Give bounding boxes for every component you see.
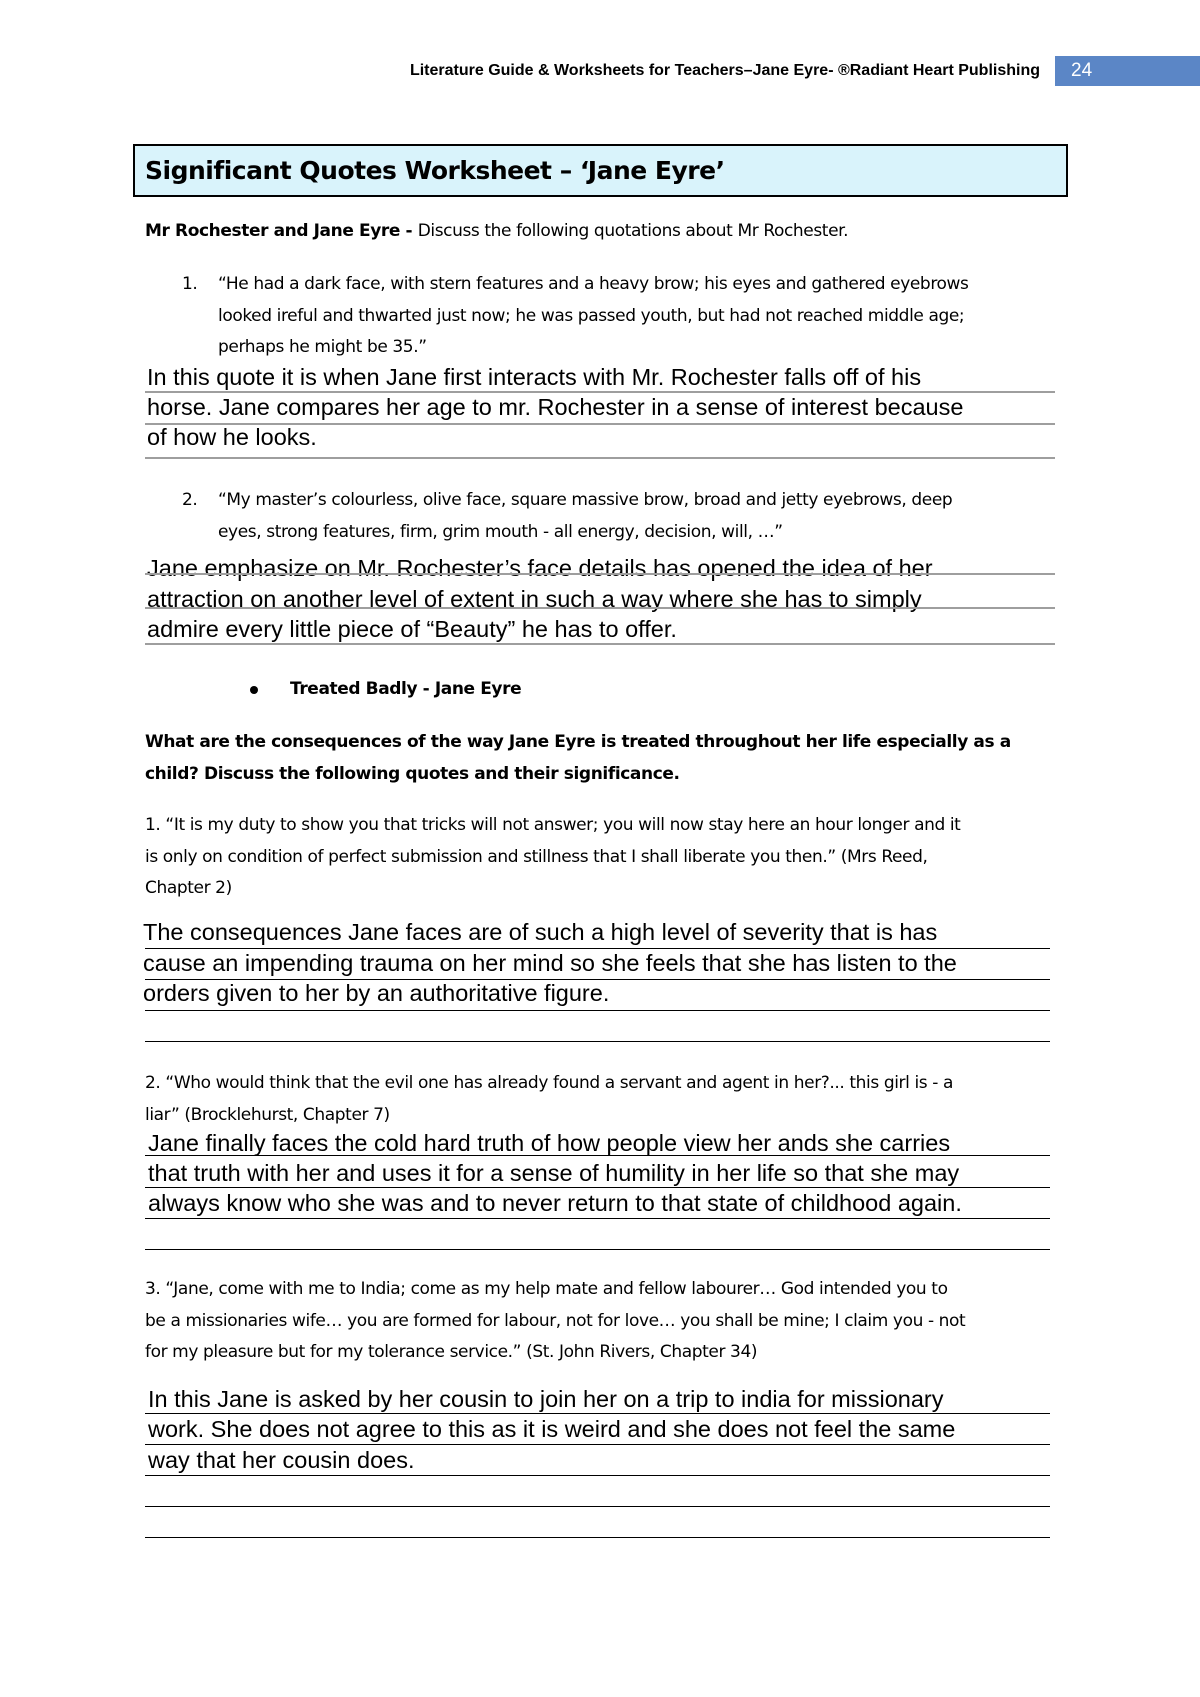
quote-line: is only on condition of perfect submission and stillness that I shall liberate you then.” (Mrs Reed, [145,846,928,867]
quote-text [145,1068,953,1131]
answer-line [145,573,1055,575]
worksheet-title-box [133,144,1068,197]
answer-line [145,423,1055,425]
answer-text: The consequences Jane faces are of such a high level of severity that is has [143,919,938,945]
answer-line [145,1218,1050,1219]
answer-text: In this quote it is when Jane first interacts with Mr. Rochester falls off of his [147,364,922,390]
quote-text [145,810,960,905]
answer-text: cause an impending trauma on her mind so she feels that she has listen to the [143,950,957,976]
quote-line: 3. “Jane, come with me to India; come as my help mate and fellow labourer… God intended you to [145,1279,948,1299]
answer-text: work. She does not agree to this as it is weird and she does not feel the same [148,1416,956,1442]
answer-line [145,643,1055,645]
question-line: What are the consequences of the way Jane Eyre is treated throughout her life especially as a [145,732,1011,752]
answer-text: Jane emphasize on Mr. Rochester’s face details has opened the idea of her [147,555,933,581]
answer-line [145,1537,1050,1538]
quote-text [218,485,952,548]
answer-text: horse. Jane compares her age to mr. Rochester in a sense of interest because [147,394,964,420]
answer-text: admire every little piece of “Beauty” he has to offer. [147,616,677,642]
answer-text: orders given to her by an authoritative figure. [143,980,610,1006]
answer-line [145,1010,1050,1011]
answer-text: always know who she was and to never return to that state of childhood again. [148,1190,962,1216]
running-header: Literature Guide & Worksheets for Teachers–Jane Eyre- ®Radiant Heart Publishing [409,62,1040,79]
answer-line [145,1444,1050,1445]
section1-heading [145,216,848,248]
quote-line: eyes, strong features, firm, grim mouth - all energy, decision, will, …” [218,521,783,542]
answer-line [145,1475,1050,1476]
answer-text: Jane finally faces the cold hard truth of how people view her ands she carries [148,1130,951,1156]
quote-line: liar” (Brocklehurst, Chapter 7) [145,1104,390,1125]
quote-line: “My master’s colourless, olive face, square massive brow, broad and jetty eyebrows, deep [218,490,953,510]
quote-line: 1. “It is my duty to show you that tricks will not answer; you will now stay here an hour longer and it [145,815,961,835]
section2-question [145,727,1011,790]
answer-text: way that her cousin does. [148,1447,415,1473]
quote-text [218,269,969,364]
quote-line: Chapter 2) [145,878,232,898]
answer-text: attraction on another level of extent in such a way where she has to simply [147,586,922,612]
page-number [1055,56,1200,86]
bullet-icon [250,686,258,694]
answer-line [145,1187,1050,1188]
answer-line [145,1249,1050,1250]
question-line: child? Discuss the following quotes and their significance. [145,763,680,784]
quote-line: perhaps he might be 35.” [218,337,427,357]
quote-line: for my pleasure but for my tolerance service.” (St. John Rivers, Chapter 34) [145,1342,758,1362]
answer-line [145,607,1055,609]
answer-line [145,1506,1050,1507]
section1-heading-text: Discuss the following quotations about Mr Rochester. [417,221,849,241]
answer-line [145,1155,1050,1156]
section2-bullet-heading: Treated Badly - Jane Eyre [290,679,522,699]
answer-line [145,1413,1050,1414]
section1-heading-bold: Mr Rochester and Jane Eyre - [145,221,418,241]
quote-line: “He had a dark face, with stern features and a heavy brow; his eyes and gathered eyebrows [218,274,969,294]
page-number-text: 24 [1071,60,1093,81]
answer-line [145,1041,1050,1042]
worksheet-title: Significant Quotes Worksheet – ‘Jane Eyre’ [145,156,725,185]
answer-text: of how he looks. [147,424,317,450]
quote-line: be a missionaries wife… you are formed for labour, not for love… you shall be mine; I claim you - not [145,1310,966,1331]
quote-line: 2. “Who would think that the evil one has already found a servant and agent in her?... this girl is - a [145,1073,954,1093]
answer-line [145,979,1050,980]
answer-line [145,948,1050,949]
quote-text [145,1274,965,1369]
quote-number: 1. [182,274,198,294]
quote-line: looked ireful and thwarted just now; he was passed youth, but had not reached middle age; [218,305,965,326]
answer-text: that truth with her and uses it for a sense of humility in her life so that she may [148,1160,960,1186]
answer-line [145,457,1055,459]
quote-number: 2. [182,490,198,510]
answer-text: In this Jane is asked by her cousin to join her on a trip to india for missionary [148,1386,944,1412]
answer-line [145,391,1055,393]
